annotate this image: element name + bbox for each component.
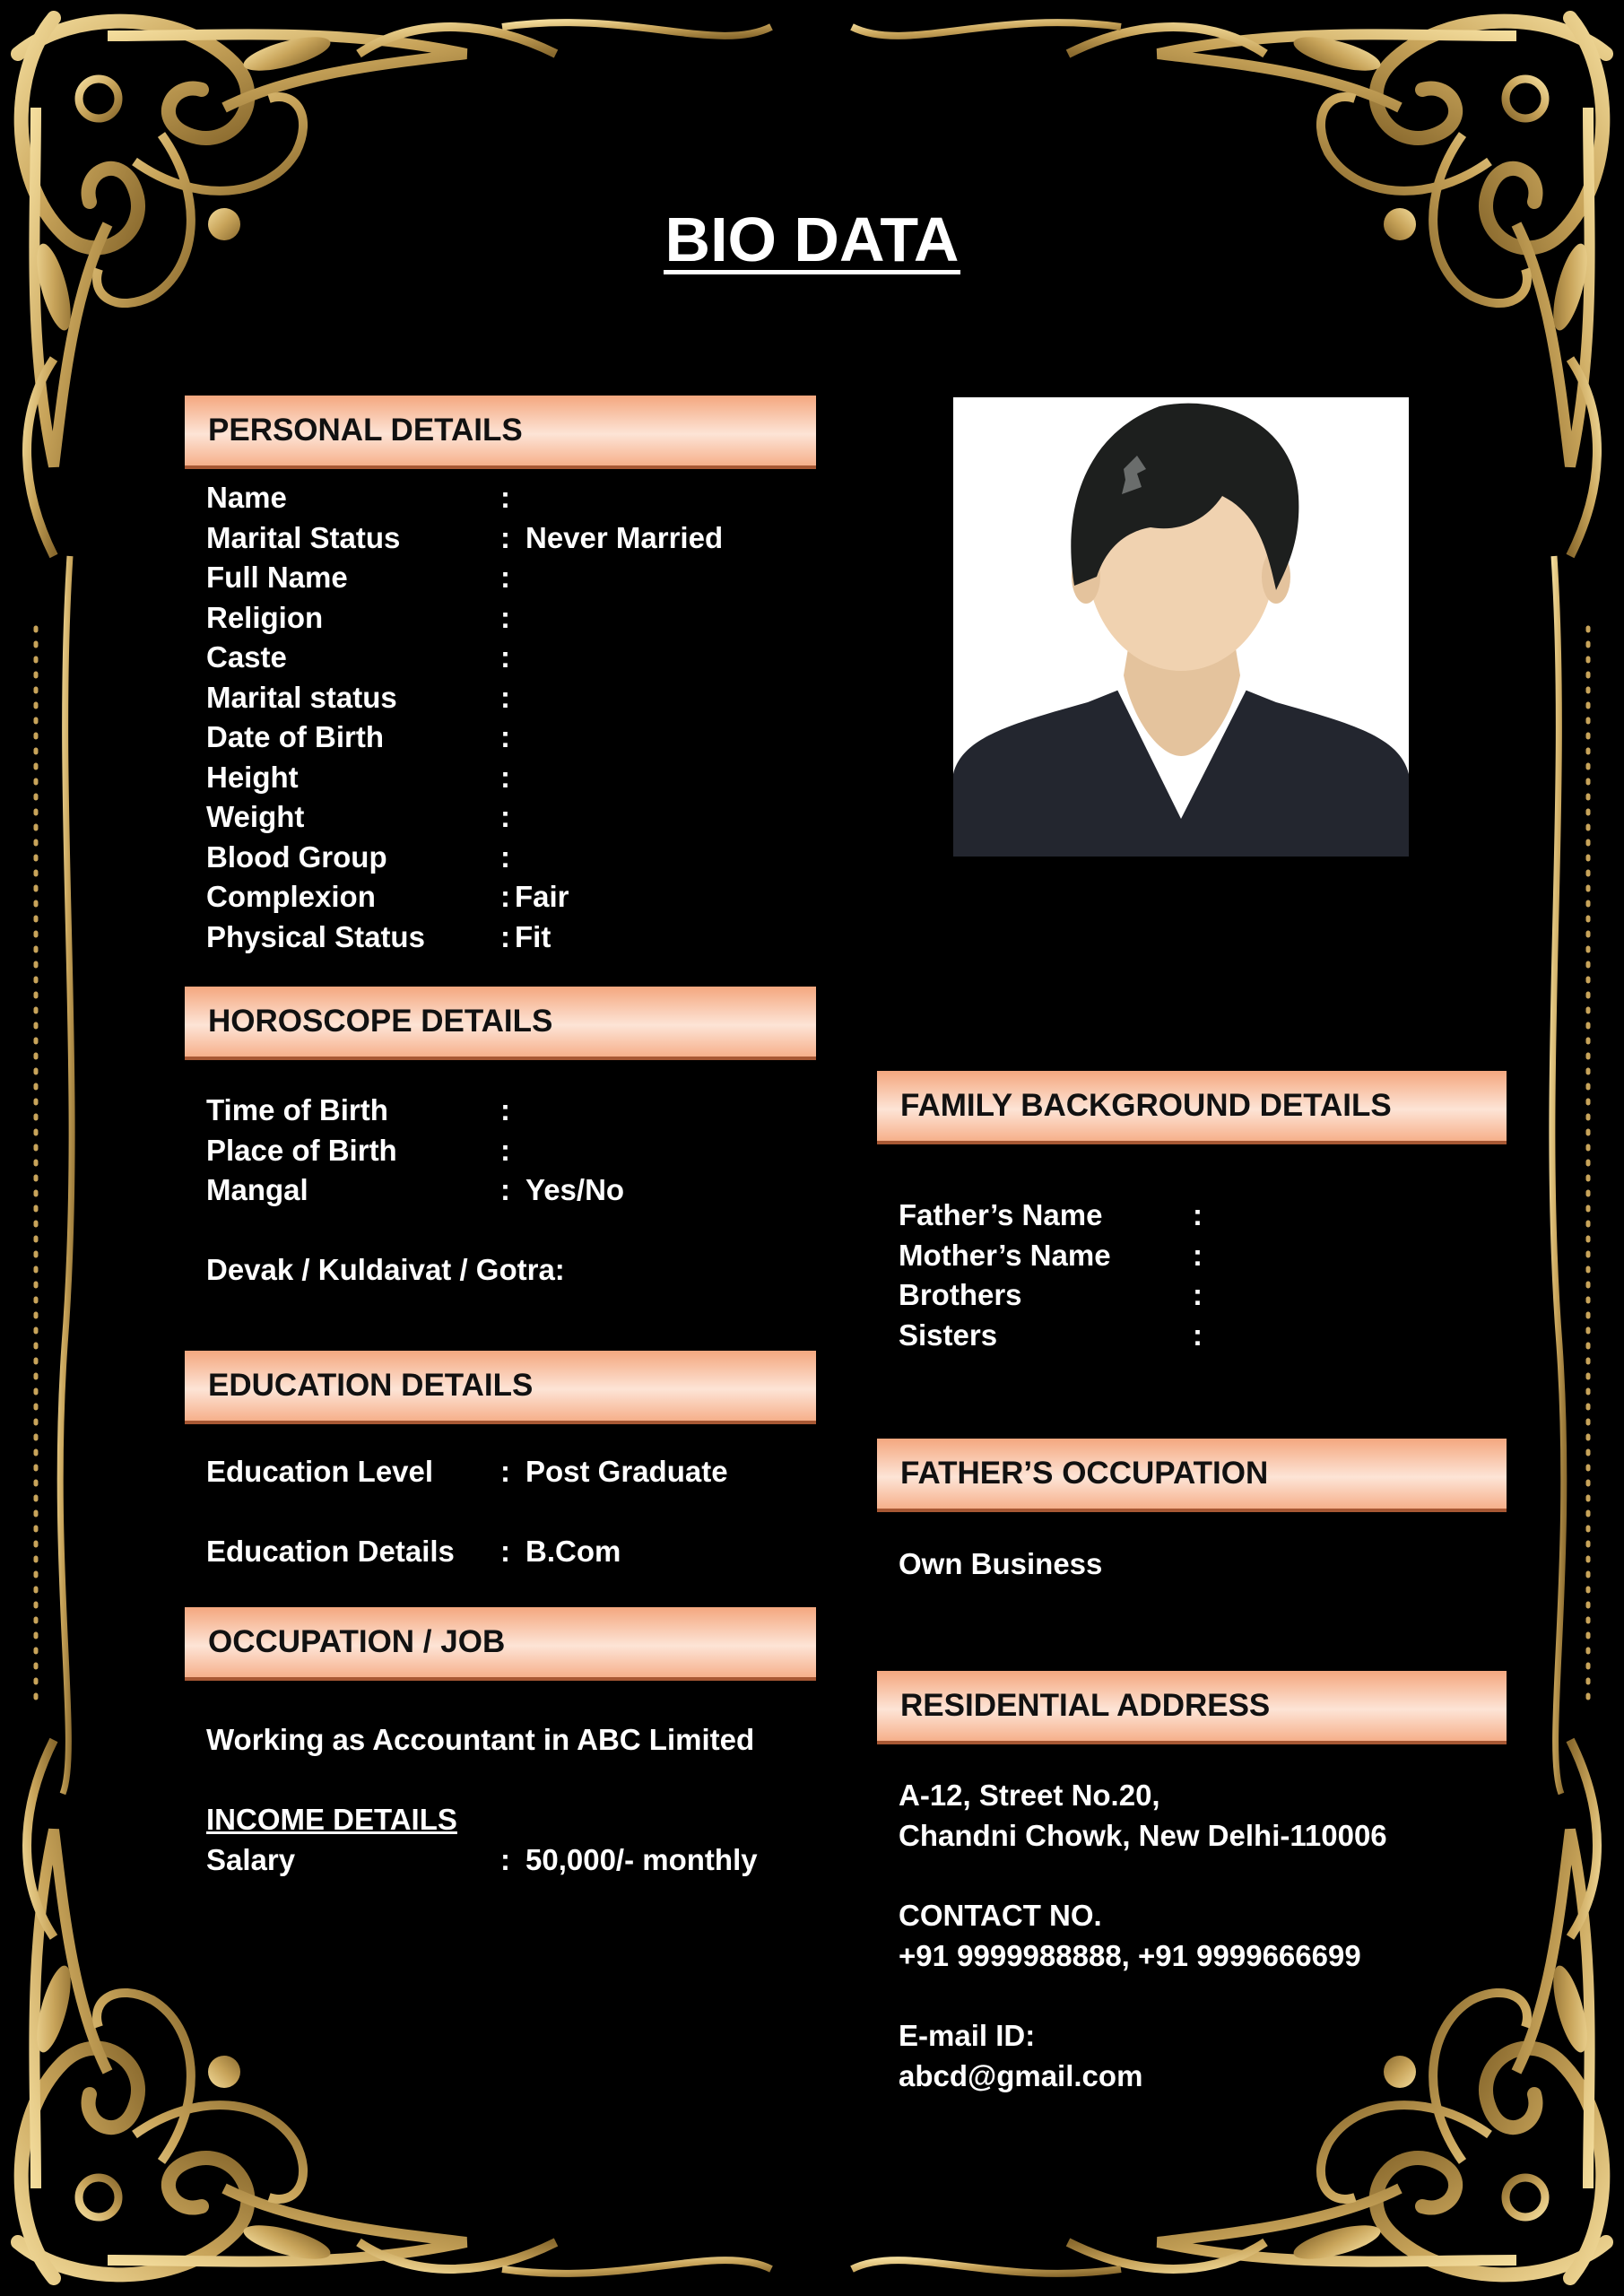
- horoscope-detail-separator: :: [500, 1133, 510, 1167]
- personal-detail-label: Blood Group: [206, 839, 387, 874]
- family-detail-label: Mother’s Name: [899, 1238, 1111, 1272]
- personal-details-heading: PERSONAL DETAILS: [208, 413, 523, 448]
- horoscope-details-heading: HOROSCOPE DETAILS: [208, 1004, 553, 1039]
- personal-detail-separator: :: [500, 561, 510, 594]
- personal-detail-separator: :: [500, 640, 510, 674]
- address-line-1: A-12, Street No.20,: [899, 1779, 1160, 1812]
- personal-details-header: [185, 396, 816, 469]
- gotra-label: Devak / Kuldaivat / Gotra:: [206, 1253, 565, 1286]
- family-detail-label: Sisters: [899, 1318, 998, 1352]
- residential-address-header: [877, 1671, 1507, 1744]
- education-detail-label: Education Details: [206, 1535, 455, 1568]
- education-details-heading: EDUCATION DETAILS: [208, 1368, 534, 1403]
- personal-detail-separator: :: [500, 919, 510, 953]
- personal-detail-separator: :: [500, 880, 510, 913]
- personal-detail-separator: :: [500, 839, 510, 874]
- education-detail-separator: :: [500, 1535, 510, 1568]
- income-details-heading: INCOME DETAILS: [206, 1803, 457, 1836]
- family-detail-label: Brothers: [899, 1278, 1022, 1311]
- user-avatar-icon: [953, 397, 1409, 857]
- contact-label: CONTACT NO.: [899, 1899, 1102, 1932]
- horoscope-detail-separator: :: [500, 1093, 510, 1126]
- personal-detail-label: Name: [206, 481, 287, 514]
- father-occupation-heading: FATHER’S OCCUPATION: [900, 1456, 1269, 1491]
- father-occupation-text: Own Business: [899, 1547, 1103, 1580]
- personal-detail-value: Never Married: [525, 520, 724, 554]
- contact-value: +91 9999988888, +91 9999666699: [899, 1939, 1361, 1972]
- salary-value: 50,000/- monthly: [525, 1843, 758, 1876]
- personal-detail-label: Height: [206, 760, 299, 794]
- occupation-heading: OCCUPATION / JOB: [208, 1624, 506, 1659]
- education-detail-value: Post Graduate: [525, 1455, 728, 1488]
- salary-label: Salary: [206, 1843, 296, 1876]
- email-label: E-mail ID:: [899, 2019, 1036, 2052]
- personal-detail-label: Marital Status: [206, 520, 401, 554]
- education-detail-separator: :: [500, 1455, 510, 1488]
- occupation-text: Working as Accountant in ABC Limited: [206, 1723, 755, 1756]
- page-title: [0, 199, 1624, 280]
- family-background-header: [877, 1071, 1507, 1144]
- family-detail-separator: :: [1193, 1278, 1203, 1311]
- family-detail-separator: :: [1193, 1318, 1203, 1352]
- horoscope-detail-label: Place of Birth: [206, 1133, 397, 1167]
- personal-detail-separator: :: [500, 800, 510, 833]
- profile-photo: [953, 397, 1409, 857]
- family-detail-separator: :: [1193, 1238, 1203, 1272]
- personal-detail-label: Religion: [206, 600, 324, 634]
- personal-detail-separator: :: [500, 600, 510, 634]
- residential-address-heading: RESIDENTIAL ADDRESS: [900, 1688, 1271, 1723]
- personal-detail-separator: :: [500, 481, 510, 514]
- family-background-heading: FAMILY BACKGROUND DETAILS: [900, 1088, 1392, 1123]
- personal-detail-value: Fit: [515, 919, 551, 953]
- personal-detail-label: Caste: [206, 640, 287, 674]
- horoscope-detail-separator: :: [500, 1173, 510, 1206]
- personal-detail-label: Physical Status: [206, 919, 425, 953]
- personal-detail-separator: :: [500, 720, 510, 753]
- address-line-2: Chandni Chowk, New Delhi-110006: [899, 1819, 1387, 1852]
- family-detail-separator: :: [1193, 1198, 1203, 1231]
- personal-detail-separator: :: [500, 680, 510, 714]
- personal-detail-value: Fair: [515, 880, 569, 913]
- personal-detail-label: Full Name: [206, 561, 348, 594]
- personal-detail-label: Complexion: [206, 880, 376, 913]
- horoscope-details-header: [185, 987, 816, 1060]
- personal-detail-separator: :: [500, 520, 510, 554]
- personal-detail-label: Weight: [206, 800, 305, 833]
- personal-detail-separator: :: [500, 760, 510, 794]
- personal-detail-label: Date of Birth: [206, 720, 384, 753]
- personal-detail-label: Marital status: [206, 680, 397, 714]
- occupation-header: [185, 1607, 816, 1681]
- salary-sep: :: [500, 1843, 510, 1876]
- education-details-header: [185, 1351, 816, 1424]
- email-value: abcd@gmail.com: [899, 2059, 1143, 2092]
- family-detail-label: Father’s Name: [899, 1198, 1103, 1231]
- education-detail-value: B.Com: [525, 1535, 621, 1568]
- education-detail-label: Education Level: [206, 1455, 434, 1488]
- horoscope-detail-label: Time of Birth: [206, 1093, 388, 1126]
- father-occupation-header: [877, 1439, 1507, 1512]
- horoscope-detail-value: Yes/No: [525, 1173, 625, 1206]
- horoscope-detail-label: Mangal: [206, 1173, 308, 1206]
- page-title-text: BIO DATA: [664, 204, 960, 274]
